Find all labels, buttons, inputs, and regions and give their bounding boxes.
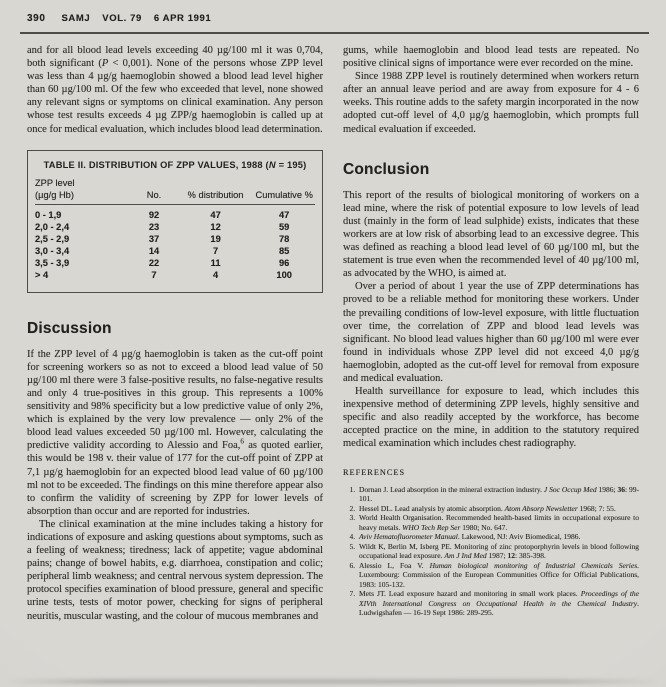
body-paragraph: This report of the results of biological monitoring of workers on a lead mine, where the risk of potential exposure to low levels of lead dust (mainly in the form of lead sulphide) exists, indicates that these workers are at low risk of absorbing lead to an excessive degree. This was defined as reaching a blood lead level of 60 µg/100 ml, but the statement is true even when the recommended level of 40 µg/100 ml, as advocated by the WHO, is aimed at. (343, 189, 639, 280)
references-heading: REFERENCES (343, 467, 406, 477)
body-paragraph: Health surveillance for exposure to lead, which includes this inexpensive method of determining ZPP levels, highly sensitive and specific and also readily accepted by the workforce, has become accepted practice on the mine, in addition to the statutory required medical examination which includes chest radiography. (343, 386, 639, 450)
table-row (35, 257, 315, 269)
journal-volume: VOL. 79 (102, 13, 142, 24)
table-header-row-2 (35, 189, 315, 205)
cell-level: > 4 (35, 269, 49, 280)
cell-level: 2,5 - 2,9 (35, 233, 70, 244)
table-header-distribution: % distribution (178, 189, 254, 205)
table-header-row-1 (35, 177, 315, 189)
cell-no: 92 (148, 209, 160, 220)
body-paragraph: Over a period of about 1 year the use of ZPP determinations has proved to be a reliable method for monitoring these workers. Under the prevailing conditions of low-level exposure, with little fluctuation over time, the correlation of ZPP and blood lead levels was significant. No blood lead values higher than 60 µg/100 ml were ever found in individuals whose ZPP level did not exceed 4,0 µg/g haemoglobin, adopted as the cut-off level for removal from exposure and medical evaluation. (343, 281, 639, 384)
reference-item: 2. Hessel DL. Lead analysis by atomic absorption. Atom Absorp Newsletter 1968; 7: 55. (357, 504, 639, 514)
cell-level: 2,0 - 2,4 (35, 221, 70, 232)
table-title: TABLE II. DISTRIBUTION OF ZPP VALUES, 1988 (N = 195) (43, 159, 307, 170)
page-number: 390 (27, 13, 46, 24)
cell-dist: 19 (210, 233, 221, 244)
cell-cum: 85 (279, 245, 290, 256)
cell-no: 14 (148, 245, 160, 256)
table-grid (35, 177, 315, 281)
cell-level: 0 - 1,9 (35, 209, 62, 220)
header-rule (20, 32, 649, 34)
journal-name: SAMJ (61, 13, 91, 24)
body-paragraph: The clinical examination at the mine includes taking a history for indications of exposure and asking questions about symptoms, such as a feeling of weakness; tiredness; lack of appetite; vague abdominal pains; change of bowel habits, e.g. diarrhoea, constipation and colic; peripheral limb weakness; and central nervous system depression. The protocol specifies examination of blood pressure, general and specific urine tests, tests of motor power, checking for signs of peripheral neuritis, muscular wasting, and the colour of mucous membranes and (27, 518, 323, 622)
reference-item: 7. Mets JT. Lead exposure hazard and monitoring in small work places. Proceedings of the XIVth International Congress on Occupational Health in the Chemical Industry. Ludwigshafen — 16-19 Sept 1986: 289-295. (357, 589, 639, 618)
body-paragraph: Since 1988 ZPP level is routinely determined when workers return after an annual leave period and are away from exposure for 4 - 6 weeks. This routine adds to the safety margin incorporated in the now adopted cut-off level of 4,0 µg/g haemoglobin, which prompts full medical evaluation if exceeded. (343, 71, 639, 135)
cell-no: 37 (148, 233, 160, 244)
cell-cum: 47 (279, 209, 290, 220)
left-column (27, 44, 323, 623)
body-paragraph: If the ZPP level of 4 µg/g haemoglobin is taken as the cut-off point for screening workers so as not to exceed a blood lead value of 50 µg/100 ml there were 3 false-positive results, no false-negative results and only 4 true-positives in this group. This represents a 100% sensitivity and 98% specificity but a low predictive value of only 2%, which is explained by the very low prevalence — only 2% of the blood lead values exceeded 50 µg/100 ml. However, calculating the predictive validity according to Alessio and Foa,$^6$ as quoted earlier, this would be 198 v. their value of 177 for the cut-off point of ZPP at 7,1 µg/g haemoglobin for an expected blood lead value of 60 µg/100 ml not to be exceeded. The findings on this mine therefore appear also to confirm the validity of screening by ZPP for lower levels of absorption than occur and are reported for industries. (27, 348, 323, 517)
cell-dist: 11 (210, 257, 221, 268)
references-list (343, 485, 639, 618)
cell-cum: 96 (279, 257, 290, 268)
cell-cum: 59 (279, 221, 290, 232)
table-row (35, 204, 315, 221)
scan-edge-shadow (8, 679, 658, 684)
journal-date: 6 APR 1991 (153, 13, 212, 24)
reference-item: 1. Dornan J. Lead absorption in the mineral extraction industry. J Soc Occup Med 1986; 36: 99-101. (357, 485, 639, 504)
zpp-distribution-table (27, 150, 323, 293)
reference-item: 6. Alessio L, Foa V. Human biological monitoring of Industrial Chemicals Series. Luxembourg: Commission of the European Communities Office for Official Publications, 1983: 105-132. (357, 561, 639, 590)
cell-dist: 47 (210, 209, 221, 220)
right-column (343, 44, 639, 623)
cell-level: 3,0 - 3,4 (35, 245, 70, 256)
table-header-no: No. (130, 189, 178, 205)
cell-no: 23 (148, 221, 160, 232)
table-row (35, 245, 315, 257)
two-column-body (27, 44, 639, 623)
reference-item: 3. World Health Organisation. Recommended health-based limits in occupational exposure to heavy metals. WHO Tech Rep Ser 1980; No. 647. (357, 513, 639, 532)
cell-dist: 4 (212, 269, 219, 280)
table-header-cumulative: Cumulative % (253, 189, 315, 205)
cell-cum: 100 (276, 269, 292, 280)
conclusion-heading: Conclusion (343, 160, 430, 178)
discussion-heading: Discussion (27, 319, 112, 337)
reference-item: 4. Aviv Hematofluorometer Manual. Lakewood, NJ: Aviv Biomedical, 1986. (357, 532, 639, 542)
reference-item: 5. Wildt K, Berlin M, Isberg PE. Monitoring of zinc protoporphyrin levels in blood following occupational lead exposure. Am J Ind Med 1987; 12: 385-398. (357, 542, 639, 561)
body-paragraph: and for all blood lead levels exceeding 40 µg/100 ml it was 0,704, both significant (P < 0,001). None of the persons whose ZPP level was less than 4 µg/g haemoglobin showed a blood lead level higher than 60 µg/100 ml. Of the few who exceeded that level, none showed any relevant signs or symptoms on clinical examination. Any person whose test results exceeds 4 µg ZPP/g haemoglobin is called up at once for medical evaluation, which includes blood lead determination. (27, 45, 323, 135)
cell-dist: 12 (210, 221, 221, 232)
table-header-zpp-level: ZPP level (35, 177, 75, 188)
table-row (35, 269, 315, 281)
body-paragraph: gums, while haemoglobin and blood lead tests are repeated. No positive clinical signs of importance were ever recorded on the mine. (343, 45, 639, 70)
page-header (27, 13, 223, 24)
cell-dist: 7 (212, 245, 219, 256)
table-row (35, 233, 315, 245)
cell-cum: 78 (279, 233, 290, 244)
cell-no: 7 (151, 269, 157, 280)
table-header-units: (µg/g Hb) (35, 189, 130, 205)
cell-level: 3,5 - 3,9 (35, 257, 70, 268)
cell-no: 22 (148, 257, 160, 268)
table-row (35, 221, 315, 233)
